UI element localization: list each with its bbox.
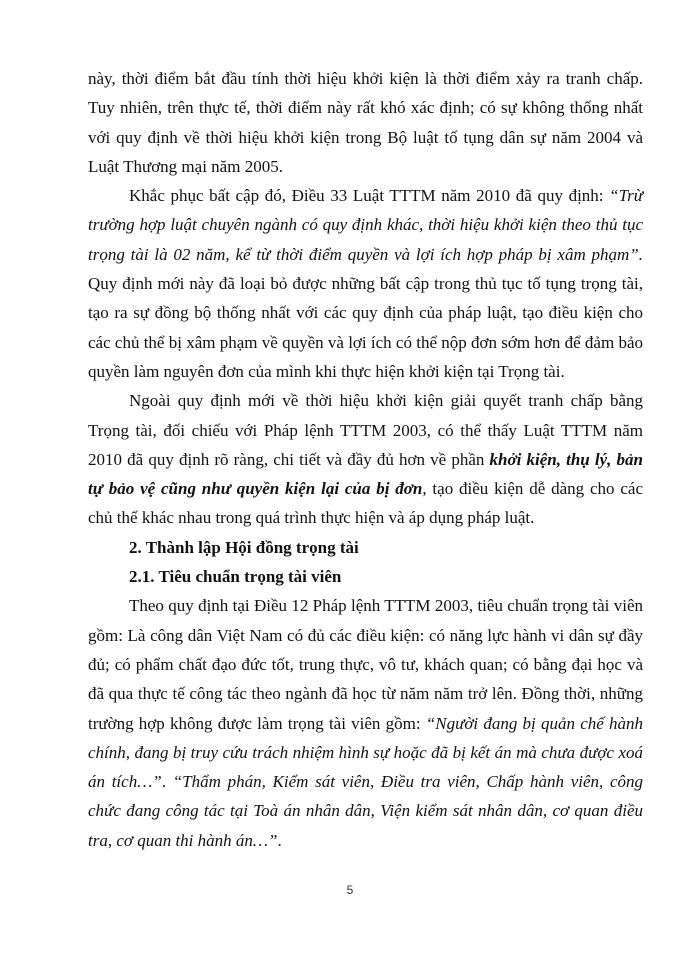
paragraph-2 bbox=[88, 181, 643, 386]
paragraph-3 bbox=[88, 386, 643, 532]
paragraph-1: này, thời điểm bắt đầu tính thời hiệu khởi kiện là thời điểm xảy ra tranh chấp. Tuy nhiên, trên thực tế, thời điểm này rất khó xác định; có sự không thống nhất với quy định về thời hiệu khởi kiện trong Bộ luật tố tụng dân sự năm 2004 và Luật Thương mại năm 2005. bbox=[88, 69, 643, 176]
paragraph-2-lead: Khắc phục bất cập đó, Điều 33 Luật TTTM năm 2010 đã quy định: bbox=[129, 186, 610, 206]
paragraph-2-rest: Quy định mới này đã loại bỏ được những bất cập trong thủ tục tố tụng trọng tài, tạo ra sự đồng bộ thống nhất với các quy định của pháp luật, tạo điều kiện cho các chủ thể bị xâm phạm về quyền và lợi ích có thể nộp đơn sớm hơn để đảm bảo quyền làm nguyên đơn của mình khi thực hiện khởi kiện tại Trọng tài. bbox=[88, 274, 643, 381]
paragraph-3-rest: , tạo điều kiện dễ dàng cho các chủ thể khác nhau trong quá trình thực hiện và áp dụng pháp luật. bbox=[88, 479, 643, 528]
paragraph-3-lead: Ngoài quy định mới về thời hiệu khởi kiện giải quyết tranh chấp bằng Trọng tài, đối chiếu với Pháp lệnh TTTM 2003, có thể thấy Luật TTTM năm 2010 đã quy định rõ ràng, chi tiết và đầy đủ hơn về phần bbox=[88, 391, 643, 469]
subsection-heading: 2.1. Tiêu chuẩn trọng tài viên bbox=[129, 567, 342, 587]
paragraph-4-lead: Theo quy định tại Điều 12 Pháp lệnh TTTM 2003, tiêu chuẩn trọng tài viên gồm: Là công dân Việt Nam có đủ các điều kiện: có năng lực hành vi dân sự đầy đủ; có phẩm chất đạo đức tốt, trung thực, vô tư, khách quan; có bằng đại học và đã qua thực tế công tác theo ngành đã học từ năm năm trở lên. Đồng thời, những trường hợp không được làm trọng tài viên gồm: bbox=[88, 596, 643, 733]
paragraph-3-emphasis: khởi kiện, thụ lý, bản tự bảo vệ cũng như quyền kiện lại của bị đơn bbox=[88, 449, 643, 499]
section-heading: 2. Thành lập Hội đồng trọng tài bbox=[129, 537, 359, 557]
paragraph-4 bbox=[88, 591, 643, 855]
paragraph-4-quote-2: “Thẩm phán, Kiểm sát viên, Điều tra viên, Chấp hành viên, công chức đang công tác tại Toà án nhân dân, Viện kiểm sát nhân dân, cơ quan điều tra, cơ quan thi hành án…” bbox=[88, 772, 644, 850]
paragraph-4-end: . bbox=[277, 830, 282, 850]
paragraph-4-quote-1: “Người đang bị quản chế hành chính, đang bị truy cứu trách nhiệm hình sự hoặc đã bị kết án mà chưa được xoá án tích…” bbox=[88, 713, 643, 792]
page-number: 5 bbox=[346, 883, 354, 897]
document-body bbox=[88, 64, 643, 855]
paragraph-2-quote: “Trừ trường hợp luật chuyên ngành có quy định khác, thời hiệu khởi kiện theo thủ tục trọng tài là 02 năm, kể từ thời điểm quyền và lợi ích hợp pháp bị xâm phạm”. bbox=[88, 186, 643, 264]
paragraph-4-separator: . bbox=[161, 772, 173, 792]
